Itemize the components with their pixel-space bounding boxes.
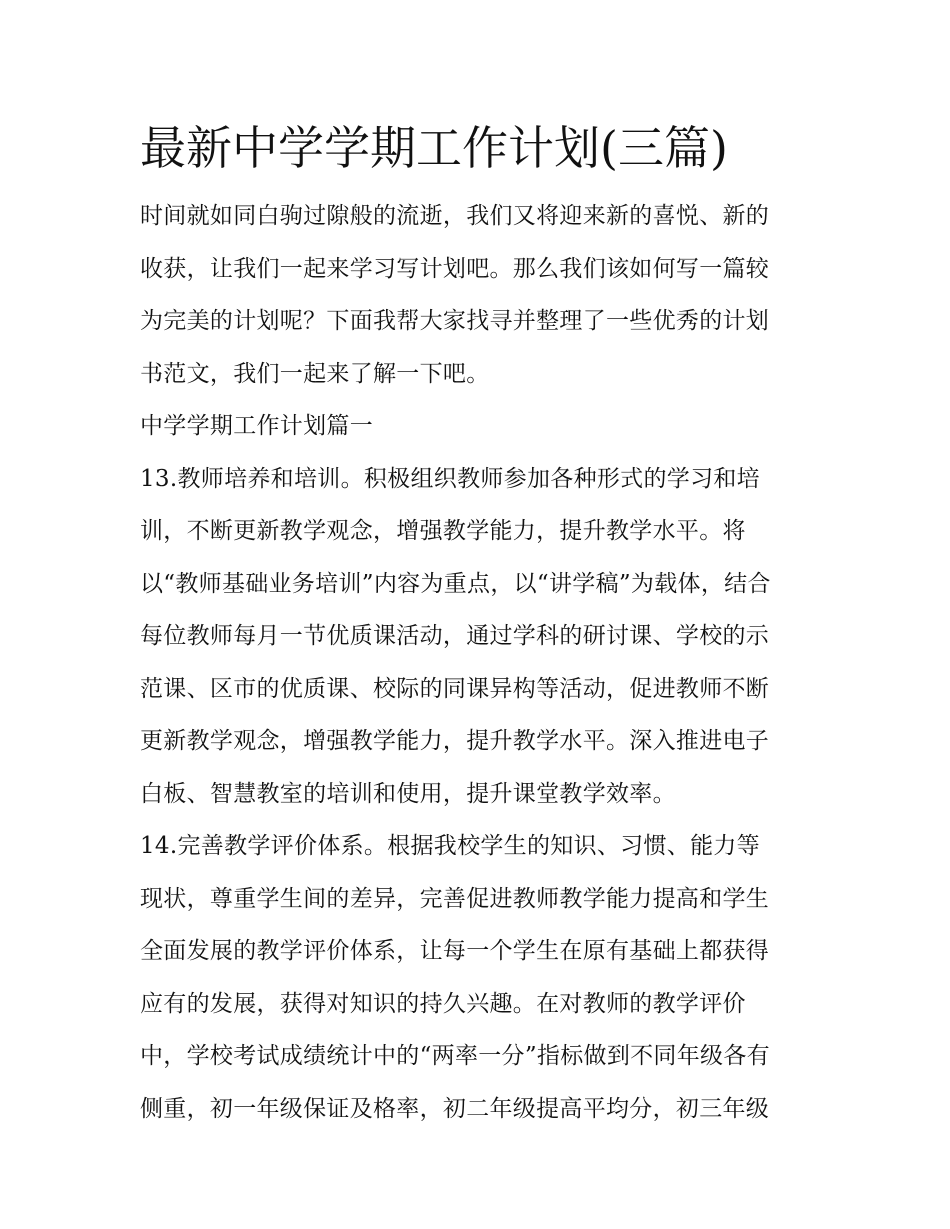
document-body xyxy=(140,190,820,1135)
text-line: 每位教师每月一节优质课活动，通过学科的研讨课、学校的示 xyxy=(140,623,770,649)
text-line: 为完美的计划呢？下面我帮大家找寻并整理了一些优秀的计划 xyxy=(140,308,770,334)
text-line: 侧重，初一年级保证及格率，初二年级提高平均分，初三年级 xyxy=(140,1095,770,1122)
text-line: 白板、智慧教室的培训和使用，提升课堂教学效率。 xyxy=(140,780,676,807)
text-line: 13.教师培养和培训。积极组织教师参加各种形式的学习和培 xyxy=(140,465,760,492)
text-line: 全面发展的教学评价体系，让每一个学生在原有基础上都获得 xyxy=(140,938,770,964)
text-line: 书范文，我们一起来了解一下吧。 xyxy=(140,360,490,387)
text-line: 以“教师基础业务培训”内容为重点，以“讲学稿”为载体，结合 xyxy=(140,570,771,597)
text-line: 应有的发展，获得对知识的持久兴趣。在对教师的教学评价 xyxy=(140,990,746,1017)
text-line: 现状，尊重学生间的差异，完善促进教师教学能力提高和学生 xyxy=(140,885,770,912)
document-page xyxy=(140,110,820,1135)
text-line: 训，不断更新教学观念，增强教学能力，提升教学水平。将 xyxy=(140,518,746,544)
text-line: 更新教学观念，增强教学能力，提升教学水平。深入推进电子 xyxy=(140,728,770,754)
section-heading: 中学学期工作计划篇一 xyxy=(140,413,373,439)
text-line: 时间就如同白驹过隙般的流逝，我们又将迎来新的喜悦、新的 xyxy=(140,203,770,229)
document-title: 最新中学学期工作计划(三篇) xyxy=(140,121,728,175)
text-line: 14.完善教学评价体系。根据我校学生的知识、习惯、能力等 xyxy=(140,833,760,859)
text-line: 范课、区市的优质课、校际的同课异构等活动，促进教师不断 xyxy=(140,675,770,702)
text-line: 收获，让我们一起来学习写计划吧。那么我们该如何写一篇较 xyxy=(140,255,770,282)
text-line: 中，学校考试成绩统计中的“两率一分”指标做到不同年级各有 xyxy=(140,1043,770,1069)
